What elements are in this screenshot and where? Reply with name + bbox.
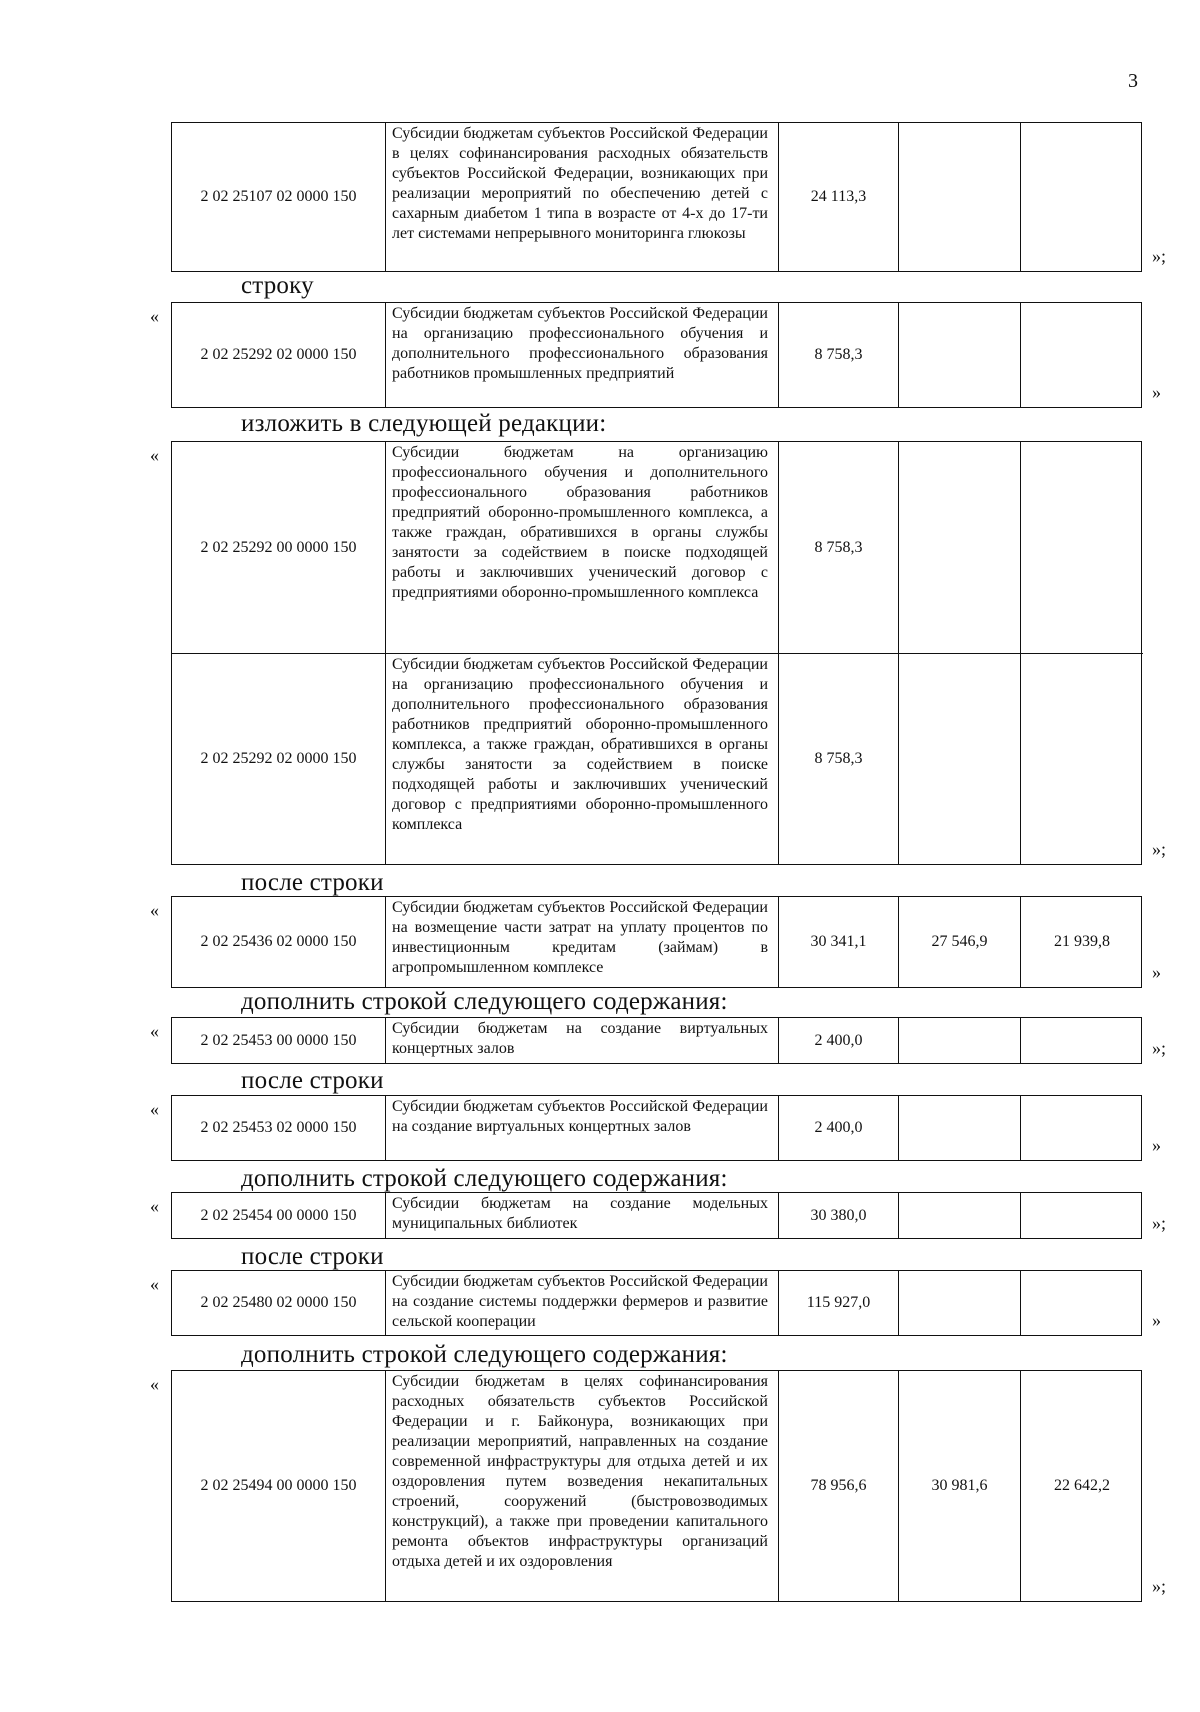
budget-code-cell: 2 02 25107 02 0000 150 (172, 123, 386, 271)
amount-year2-cell (899, 1018, 1021, 1063)
budget-code-cell: 2 02 25453 00 0000 150 (172, 1018, 386, 1063)
budget-code-cell: 2 02 25292 00 0000 150 (172, 442, 386, 654)
page-number: 3 (1128, 70, 1138, 92)
amount-year3-cell (1021, 1018, 1143, 1063)
section-heading: строку (241, 272, 314, 299)
closing-quote: » (1152, 1135, 1161, 1155)
description-cell: Субсидии бюджетам на создание виртуальных концертных залов (386, 1018, 779, 1063)
amount-year2-cell: 30 981,6 (899, 1371, 1021, 1601)
description-cell: Субсидии бюджетам на создание модельных муниципальных библиотек (386, 1193, 779, 1238)
amount-year1-cell: 8 758,3 (779, 442, 899, 654)
budget-code-cell: 2 02 25292 02 0000 150 (172, 654, 386, 864)
amount-year1-cell: 115 927,0 (779, 1271, 899, 1335)
section-heading: после строки (241, 869, 384, 896)
amendment-table (171, 1370, 1142, 1602)
opening-quote: « (150, 1196, 159, 1216)
description-cell: Субсидии бюджетам субъектов Российской Федерации на создание виртуальных концертных залов (386, 1096, 779, 1160)
opening-quote: « (150, 1274, 159, 1294)
closing-quote: »; (1152, 1213, 1167, 1233)
amount-year1-cell: 2 400,0 (779, 1018, 899, 1063)
description-cell: Субсидии бюджетам субъектов Российской Федерации на организацию профессионального обучения и дополнительного профессионального образования работников предприятий оборонно-промышленного комплекса, а также граждан, обратившихся в органы службы занятости за содействием в поиске подходящей работы и заключивших ученический договор с предприятиями оборонно-промышленного комплекса (386, 654, 779, 864)
amendment-table (171, 1017, 1142, 1064)
amount-year2-cell (899, 1271, 1021, 1335)
closing-quote: » (1152, 382, 1161, 402)
amendment-table (171, 441, 1142, 865)
opening-quote: « (150, 1099, 159, 1119)
amount-year3-cell: 21 939,8 (1054, 933, 1110, 950)
amendment-table (171, 302, 1142, 408)
section-heading: дополнить строкой следующего содержания: (241, 988, 728, 1015)
amount-year2-cell (899, 1096, 1021, 1160)
opening-quote: « (150, 1021, 159, 1041)
closing-quote: »; (1152, 1038, 1167, 1058)
amount-year2-cell (899, 1193, 1021, 1238)
closing-quote: »; (1152, 246, 1167, 266)
budget-code-cell: 2 02 25453 02 0000 150 (172, 1096, 386, 1160)
amount-year1-cell: 78 956,6 (779, 1371, 899, 1601)
section-heading: после строки (241, 1243, 384, 1270)
opening-quote: « (150, 1374, 159, 1394)
opening-quote: « (150, 900, 159, 920)
budget-code-cell: 2 02 25292 02 0000 150 (172, 303, 386, 407)
description-cell: Субсидии бюджетам субъектов Российской Федерации на организацию профессионального обучения и дополнительного профессионального образования работников промышленных предприятий (386, 303, 779, 407)
amount-year3-cell (1021, 442, 1143, 654)
amount-year1-cell: 30 380,0 (779, 1193, 899, 1238)
amount-year3-cell (1021, 1271, 1143, 1335)
closing-quote: »; (1152, 1576, 1167, 1596)
closing-quote: » (1152, 962, 1161, 982)
budget-code-cell: 2 02 25494 00 0000 150 (172, 1371, 386, 1601)
budget-code-cell: 2 02 25480 02 0000 150 (172, 1271, 386, 1335)
amount-year3-cell (1021, 1096, 1143, 1160)
amendment-table (171, 896, 1142, 988)
amendment-table (171, 122, 1142, 272)
amendment-table (171, 1095, 1142, 1161)
amount-year3-cell (1021, 654, 1143, 864)
amount-year2-cell: 27 546,9 (899, 897, 1021, 987)
amount-year2-cell (899, 123, 1021, 271)
budget-code-cell: 2 02 25436 02 0000 150 (172, 897, 386, 987)
section-heading: дополнить строкой следующего содержания: (241, 1341, 728, 1368)
description-cell: Субсидии бюджетам субъектов Российской Федерации на возмещение части затрат на уплату процентов по инвестиционным кредитам (займам) в агропромышленном комплексе (386, 897, 779, 987)
amount-year1-cell: 8 758,3 (779, 303, 899, 407)
opening-quote: « (150, 306, 159, 326)
section-heading: дополнить строкой следующего содержания: (241, 1165, 728, 1192)
amendment-table (171, 1270, 1142, 1336)
amount-year3-cell (1021, 1193, 1143, 1238)
amount-year1-cell: 8 758,3 (779, 654, 899, 864)
description-cell: Субсидии бюджетам в целях софинансирования расходных обязательств субъектов Российской Федерации и г. Байконура, возникающих при реализации мероприятий, направленных на создание современной инфраструктуры для отдыха детей и их оздоровления путем возведения некапитальных строений, сооружений (быстровозводимых конструкций), а также при проведении капитального ремонта объектов инфраструктуры организаций отдыха детей и их оздоровления (386, 1371, 779, 1601)
amount-year1-cell: 24 113,3 (779, 123, 899, 271)
amount-year1-cell: 30 341,1 (779, 897, 899, 987)
amount-year2-cell (899, 654, 1021, 864)
description-cell: Субсидии бюджетам на организацию профессионального обучения и дополнительного профессионального образования работников предприятий оборонно-промышленного комплекса, а также граждан, обратившихся в органы службы занятости за содействием в поиске подходящей работы и заключивших ученический договор с предприятиями оборонно-промышленного комплекса (386, 442, 779, 654)
opening-quote: « (150, 445, 159, 465)
amount-year3-cell (1021, 123, 1143, 271)
section-heading: после строки (241, 1067, 384, 1094)
section-heading: изложить в следующей редакции: (241, 410, 607, 437)
budget-code-cell: 2 02 25454 00 0000 150 (172, 1193, 386, 1238)
amount-year3-cell (1021, 303, 1143, 407)
amount-year1-cell: 2 400,0 (779, 1096, 899, 1160)
description-cell: Субсидии бюджетам субъектов Российской Федерации на создание системы поддержки фермеров и развитие сельской кооперации (386, 1271, 779, 1335)
amount-year2-cell (899, 303, 1021, 407)
amount-year3-cell: 22 642,2 (1054, 1477, 1110, 1494)
amendment-table (171, 1192, 1142, 1239)
closing-quote: »; (1152, 839, 1167, 859)
amount-year2-cell (899, 442, 1021, 654)
closing-quote: » (1152, 1310, 1161, 1330)
description-cell: Субсидии бюджетам субъектов Российской Федерации в целях софинансирования расходных обязательств субъектов Российской Федерации, возникающих при реализации мероприятий по обеспечению детей с сахарным диабетом 1 типа в возрасте от 4-х до 17-ти лет системами непрерывного мониторинга глюкозы (386, 123, 779, 271)
